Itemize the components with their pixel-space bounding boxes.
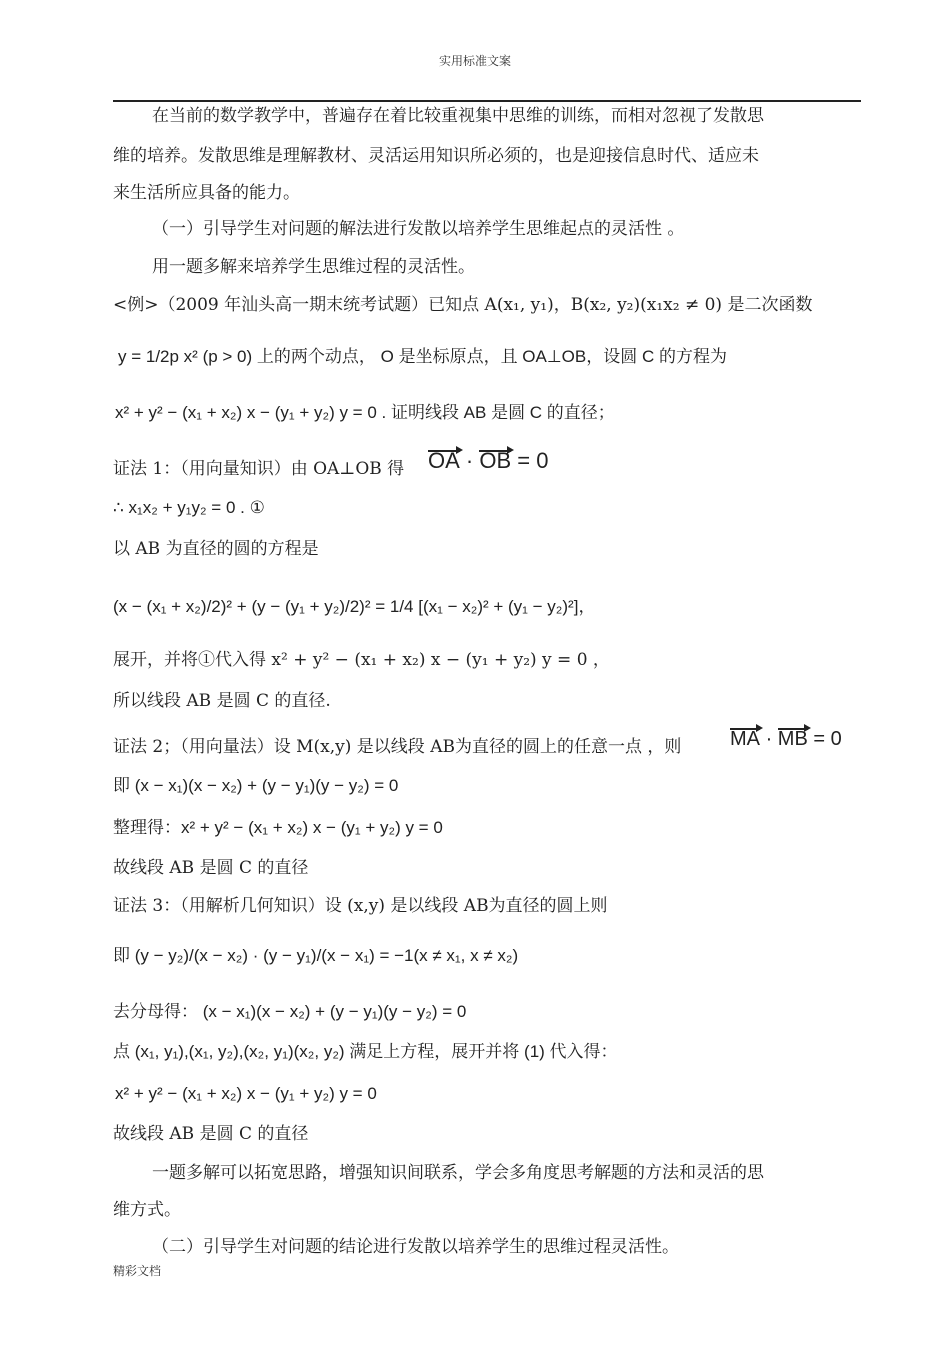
vector-equation-1 <box>428 450 549 472</box>
formula-line: y = 1/2p x² (p > 0) 上的两个动点， O 是坐标原点，且 OA⊥OB，设圆 C 的方程为 <box>118 347 727 366</box>
vector-oa: OA <box>428 448 460 473</box>
paragraph-line: 展开，并将①代入得 x² + y² − (x₁ + x₂) x − (y₁ + y₂) y = 0 ， <box>113 650 610 670</box>
proof-2-line: 证法 2；（用向量法）设 M(x,y) 是以线段 AB为直径的圆上的任意一点 ，则 <box>113 737 682 757</box>
paragraph-line: 维的培养。发散思维是理解教材、灵活运用知识所必须的，也是迎接信息时代、适应未 <box>113 146 759 166</box>
vector-mb: MB <box>777 728 808 750</box>
paragraph-line: 维方式。 <box>113 1200 181 1220</box>
paragraph-line: 在当前的数学教学中，普遍存在着比较重视集中思维的训练，而相对忽视了发散思 <box>152 106 764 126</box>
example-line: <例>（2009 年汕头高一期末统考试题）已知点 A(x₁, y₁)，B(x₂, y₂)(x₁x₂ ≠ 0) 是二次函数 <box>113 295 813 315</box>
section-heading: （一）引导学生对问题的解法进行发散以培养学生思维起点的灵活性 。 <box>152 219 685 239</box>
equals-zero: = 0 <box>517 448 549 473</box>
paragraph-line: 以 AB 为直径的圆的方程是 <box>113 539 319 559</box>
paragraph-line: 故线段 AB 是圆 C 的直径 <box>113 1124 309 1144</box>
paragraph-line: 用一题多解来培养学生思维过程的灵活性。 <box>152 257 475 277</box>
dot-operator: · <box>765 728 773 750</box>
proof-1-line: 证法 1：（用向量知识）由 OA⊥OB 得 <box>113 459 405 479</box>
formula-line: 即 (x − x₁)(x − x₂) + (y − y₁)(y − y₂) = 0 <box>113 776 399 795</box>
page-header: 实用标准文案 <box>438 54 511 68</box>
vector-ma: MA <box>730 728 760 750</box>
formula-line: ∴ x₁x₂ + y₁y₂ = 0 . ① <box>113 498 265 517</box>
formula-line: 去分母得： (x − x₁)(x − x₂) + (y − y₁)(y − y₂) = 0 <box>113 1002 467 1021</box>
paragraph-line: 一题多解可以拓宽思路，增强知识间联系，学会多角度思考解题的方法和灵活的思 <box>152 1163 764 1183</box>
formula-line: 整理得：x² + y² − (x₁ + x₂) x − (y₁ + y₂) y = 0 <box>113 818 443 837</box>
formula-line: 点 (x₁, y₁),(x₁, y₂),(x₂, y₁)(x₂, y₂) 满足上方程，展开并将 (1) 代入得： <box>113 1042 618 1061</box>
equals-zero: = 0 <box>813 728 842 750</box>
circle-equation: (x − (x₁ + x₂)/2)² + (y − (y₁ + y₂)/2)² = 1/4 [(x₁ − x₂)² + (y₁ − y₂)²]， <box>113 597 596 616</box>
page-footer: 精彩文档 <box>113 1264 162 1278</box>
section-heading: （二）引导学生对问题的结论进行发散以培养学生的思维过程灵活性。 <box>152 1237 679 1257</box>
formula-line: 即 (y − y₂)/(x − x₂) · (y − y₁)/(x − x₁) = −1(x ≠ x₁, x ≠ x₂) <box>113 946 519 965</box>
vector-equation-2 <box>730 728 842 750</box>
paragraph-line: 来生活所应具备的能力。 <box>113 183 300 203</box>
proof-3-line: 证法 3：（用解析几何知识）设 (x,y) 是以线段 AB为直径的圆上则 <box>113 896 608 916</box>
vector-ob: OB <box>479 448 512 473</box>
formula-line: x² + y² − (x₁ + x₂) x − (y₁ + y₂) y = 0 <box>115 1084 377 1103</box>
formula-line: x² + y² − (x₁ + x₂) x − (y₁ + y₂) y = 0 . 证明线段 AB 是圆 C 的直径； <box>115 403 615 422</box>
paragraph-line: 所以线段 AB 是圆 C 的直径. <box>113 691 331 711</box>
paragraph-line: 故线段 AB 是圆 C 的直径 <box>113 858 309 878</box>
header-rule <box>113 100 861 102</box>
dot-operator: · <box>465 448 474 473</box>
